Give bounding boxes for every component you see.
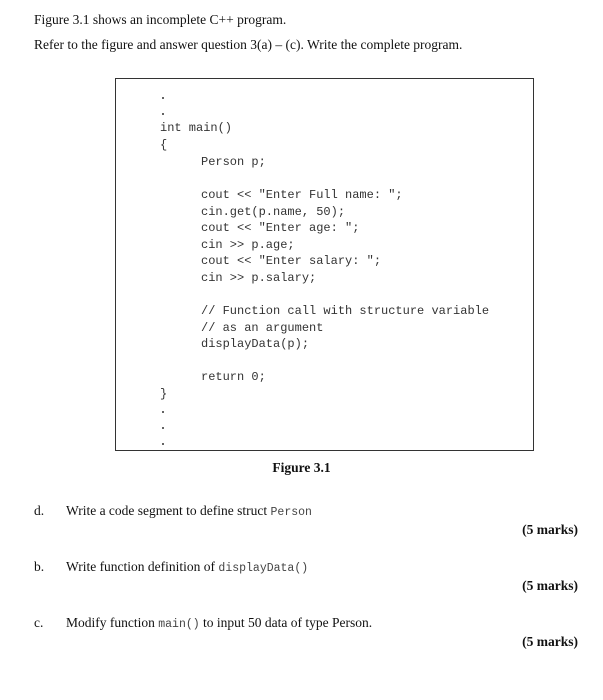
code-line-person-decl: Person p; [201,155,266,169]
ellipsis-dot [162,443,164,445]
code-line-cout-age: cout << "Enter age: "; [201,221,360,235]
code-line-cin-name: cin.get(p.name, 50); [201,205,346,219]
code-line-cin-age: cin >> p.age; [201,238,295,252]
question-text-main: Write function definition of [66,559,219,574]
question-text [66,503,312,519]
ellipsis-dot [162,411,164,413]
code-line-return: return 0; [201,370,266,384]
figure-caption: Figure 3.1 [272,460,331,475]
code-line-display-call: displayData(p); [201,337,310,351]
code-comment-2: // as an argument [201,321,324,335]
code-line-cout-name: cout << "Enter Full name: "; [201,188,403,202]
ellipsis-dot [162,113,164,115]
code-line-open-brace: { [160,138,168,152]
question-code-ref: main() [158,618,200,631]
question-text [66,559,308,575]
question-letter: d. [34,503,45,518]
code-line-cout-salary: cout << "Enter salary: "; [201,254,382,268]
code-line-cin-salary: cin >> p.salary; [201,271,317,285]
intro-line-2: Refer to the figure and answer question 3(a) – (c). Write the complete program. [34,37,463,52]
code-line-close-brace: } [160,387,168,401]
question-text-suffix: to input 50 data of type Person. [199,615,373,630]
question-text-main: Modify function [66,615,159,630]
code-comment-1: // Function call with structure variable [201,304,490,318]
question-marks: (5 marks) [522,522,578,537]
question-text-main: Write a code segment to define struct [66,503,271,518]
ellipsis-dot [162,97,164,99]
question-marks: (5 marks) [522,634,578,649]
question-code-ref: displayData() [218,562,309,575]
question-code-ref: Person [270,506,312,519]
question-letter: b. [34,559,45,574]
intro-line-1: Figure 3.1 shows an incomplete C++ program. [34,12,287,27]
question-marks: (5 marks) [522,578,578,593]
ellipsis-dot [162,427,164,429]
question-text [66,615,372,631]
code-figure-box [115,78,534,451]
code-line-main: int main() [160,121,233,135]
question-letter: c. [34,615,44,630]
